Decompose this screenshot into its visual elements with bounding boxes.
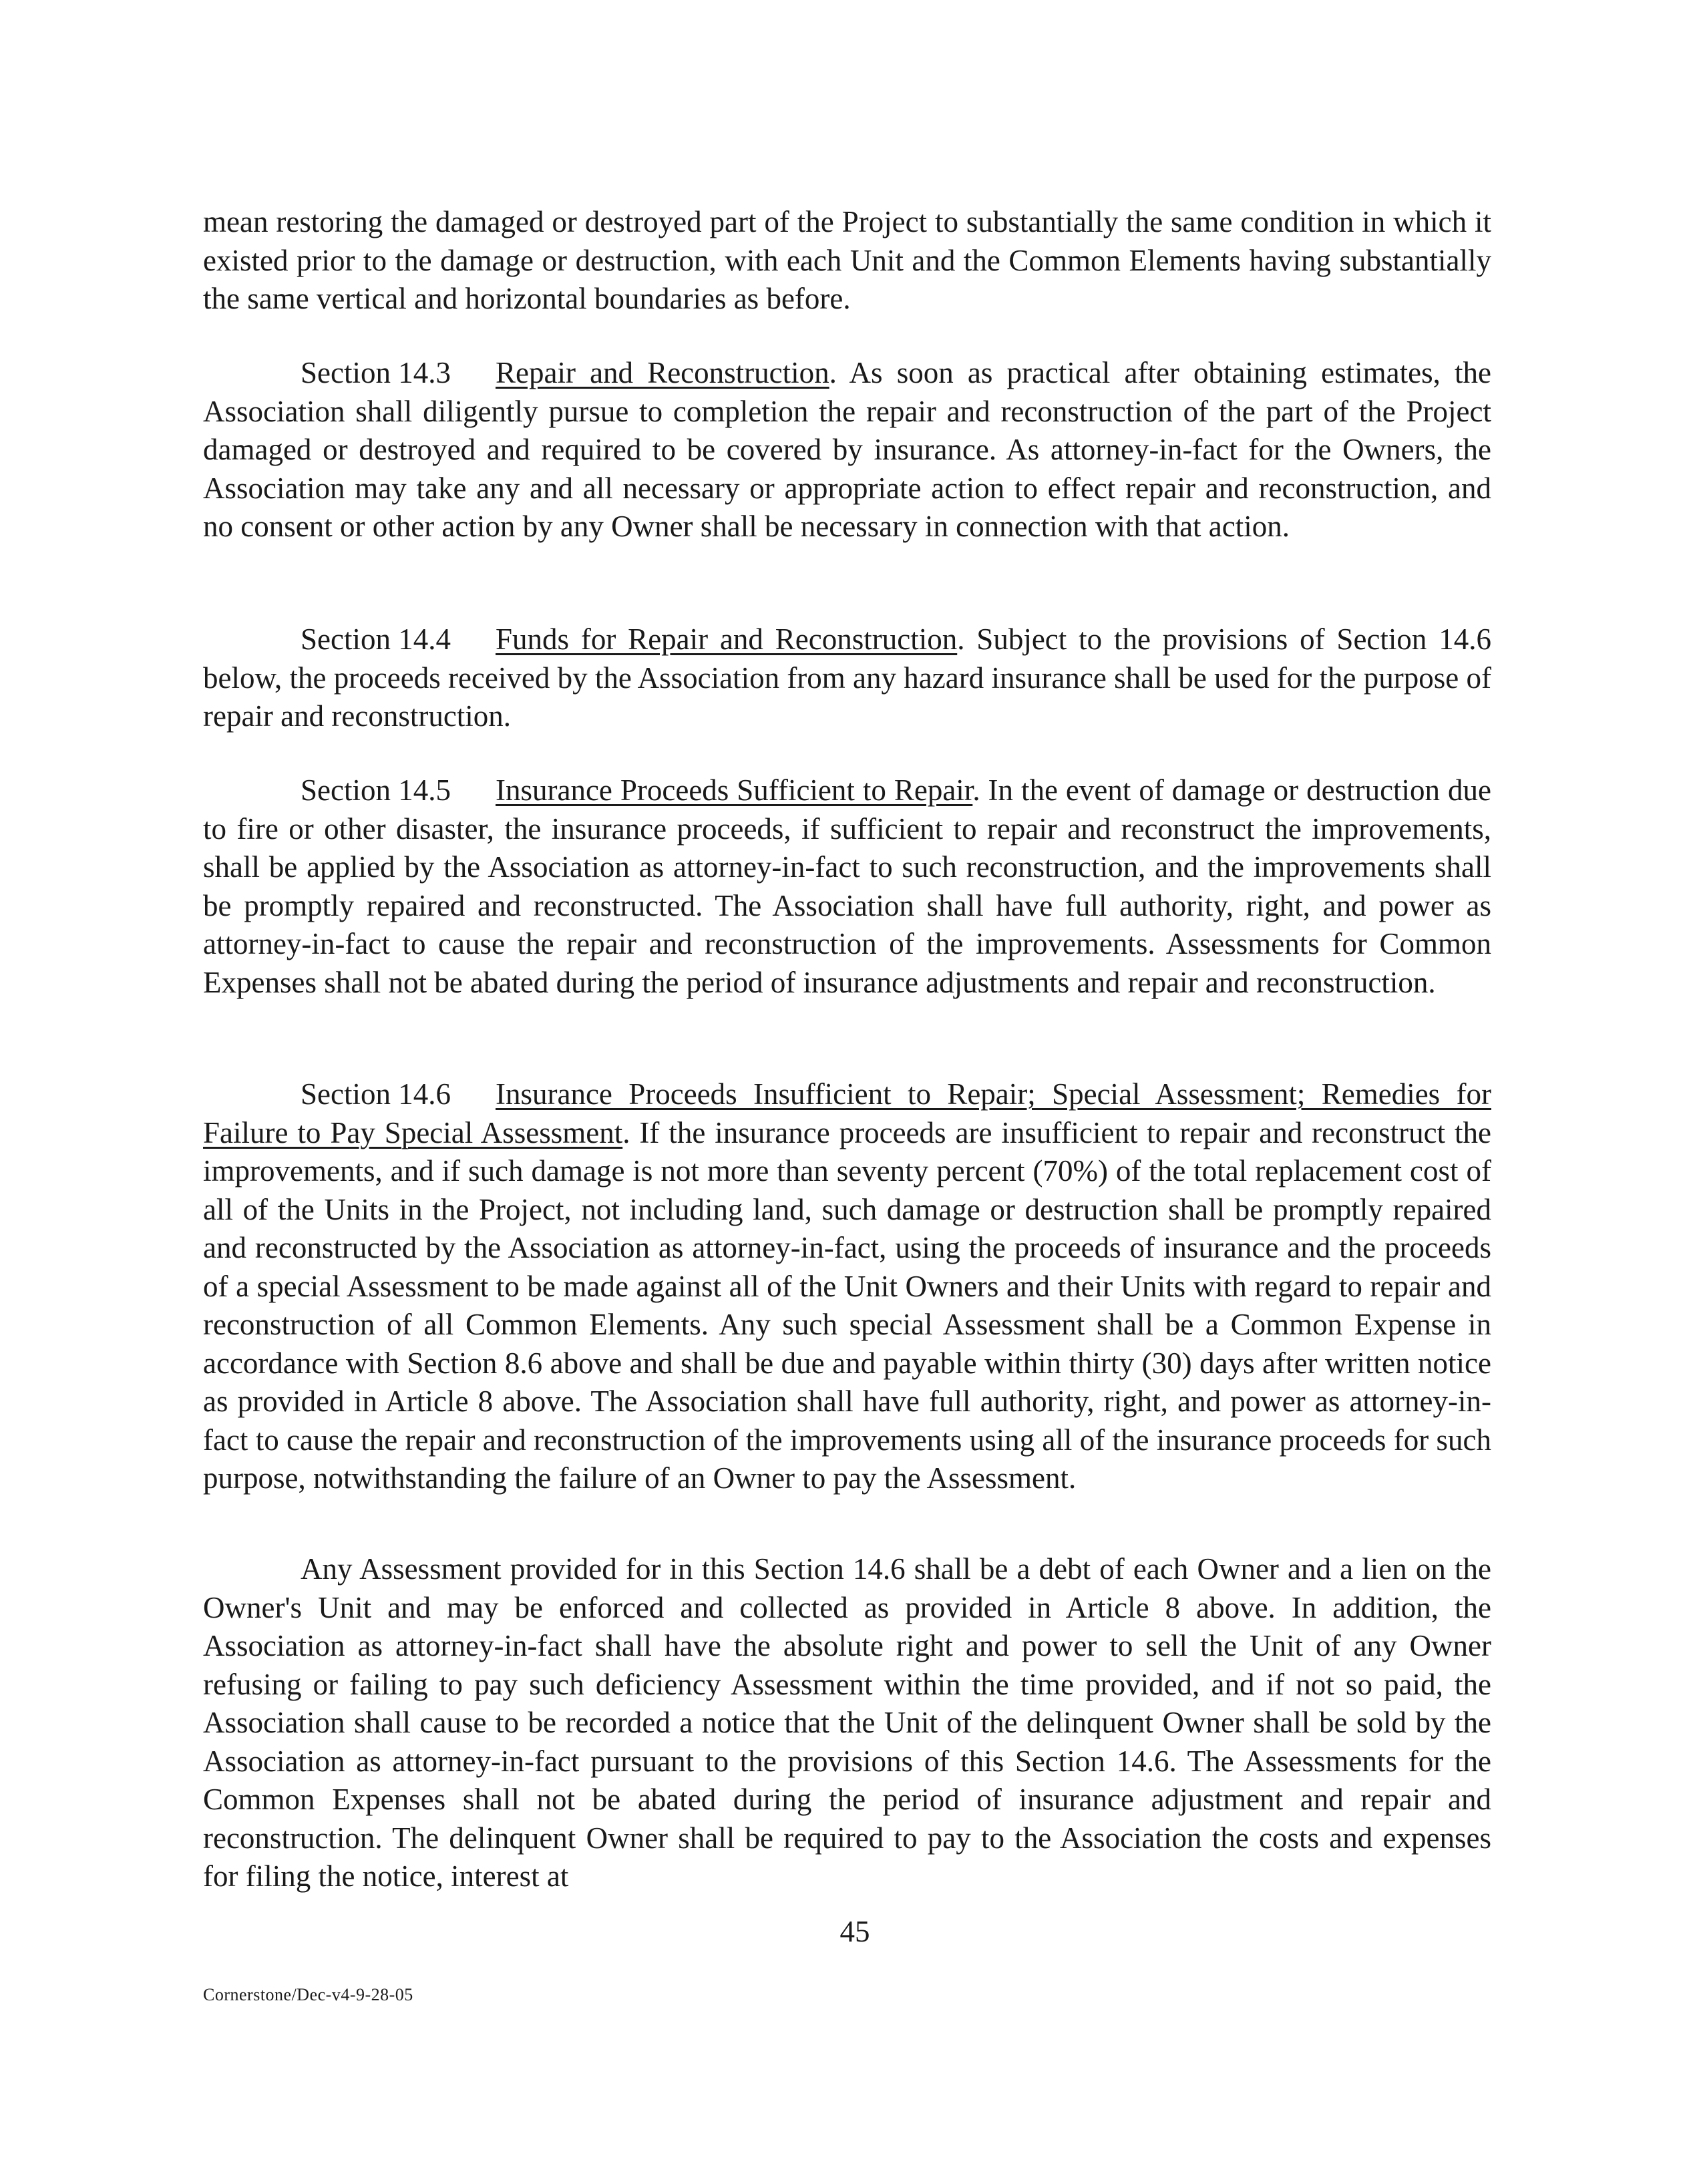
section-title: Repair and Reconstruction [496,356,829,389]
section-body: . Subject to the provisions of Section 14.6 below, the proceeds received by the Association from any hazard insurance shall be used for the purpose of repair and reconstruction. [203,622,1491,733]
section-14-5 [203,771,1491,1002]
section-14-3-paragraph [203,354,1491,546]
section-14-6-paragraph [203,1075,1491,1498]
opening-paragraph-block [203,203,1491,319]
section-number: Section 14.3 [301,356,451,389]
page-number: 45 [839,1915,870,1948]
opening-paragraph: mean restoring the damaged or destroyed part of the Project to substantially the same condition in which it existed prior to the damage or destruction, with each Unit and the Common Elements having substantially the same vertical and horizontal boundaries as before. [203,205,1491,315]
section-title: Funds for Repair and Reconstruction [496,622,958,656]
section-number: Section 14.6 [301,1077,451,1111]
section-14-4-paragraph [203,620,1491,736]
section-14-6 [203,1075,1491,1498]
footer-document-id: Cornerstone/Dec-v4-9-28-05 [203,1985,413,2004]
section-14-5-paragraph [203,771,1491,1002]
section-number: Section 14.4 [301,622,451,656]
section-title: Insurance Proceeds Sufficient to Repair [496,773,973,807]
section-number: Section 14.5 [301,773,451,807]
section-14-4 [203,620,1491,736]
section-title: Insurance Proceeds Insufficient to Repair; Special Assessment; Remedies for Failure to Pay Special Assessment [203,1077,1491,1149]
section-14-3 [203,354,1491,546]
section-body: . If the insurance proceeds are insufficient to repair and reconstruct the improvements, and if such damage is not more than seventy percent (70%) of the total replacement cost of all of the Units in the Project, not including land, such damage or destruction shall be promptly repaired and reconstructed by the Association as attorney-in-fact, using the proceeds of insurance and the proceeds of a special Assessment to be made against all of the Unit Owners and their Units with regard to repair and reconstruction of all Common Elements. Any such special Assessment shall be a Common Expense in accordance with Section 8.6 above and shall be due and payable within thirty (30) days after written notice as provided in Article 8 above. The Association shall have full authority, right, and power as attorney-in-fact to cause the repair and reconstruction of the improvements using all of the insurance proceeds for such purpose, notwithstanding the failure of an Owner to pay the Assessment. [203,1115,1491,1495]
section-body: . In the event of damage or destruction due to fire or other disaster, the insurance proceeds, if sufficient to repair and reconstruct the improvements, shall be applied by the Association as attorney-in-fact to such reconstruction, and the improvements shall be promptly repaired and reconstructed. The Association shall have full authority, right, and power as attorney-in-fact to cause the repair and reconstruction of the improvements. Assessments for Common Expenses shall not be abated during the period of insurance adjustments and repair and reconstruction. [203,773,1491,999]
closing-paragraph: Any Assessment provided for in this Section 14.6 shall be a debt of each Owner and a lien on the Owner's Unit and may be enforced and collected as provided in Article 8 above. In addition, the Association as attorney-in-fact shall have the absolute right and power to sell the Unit of any Owner refusing or failing to pay such deficiency Assessment within the time provided, and if not so paid, the Association shall cause to be recorded a notice that the Unit of the delinquent Owner shall be sold by the Association as attorney-in-fact pursuant to the provisions of this Section 14.6. The Assessments for the Common Expenses shall not be abated during the period of insurance adjustment and repair and reconstruction. The delinquent Owner shall be required to pay to the Association the costs and expenses for filing the notice, interest at [203,1552,1491,1893]
closing-paragraph-block [203,1550,1491,1896]
section-body: . As soon as practical after obtaining estimates, the Association shall diligently pursue to completion the repair and reconstruction of the part of the Project damaged or destroyed and required to be covered by insurance. As attorney-in-fact for the Owners, the Association may take any and all necessary or appropriate action to effect repair and reconstruction, and no consent or other action by any Owner shall be necessary in connection with that action. [203,356,1491,543]
